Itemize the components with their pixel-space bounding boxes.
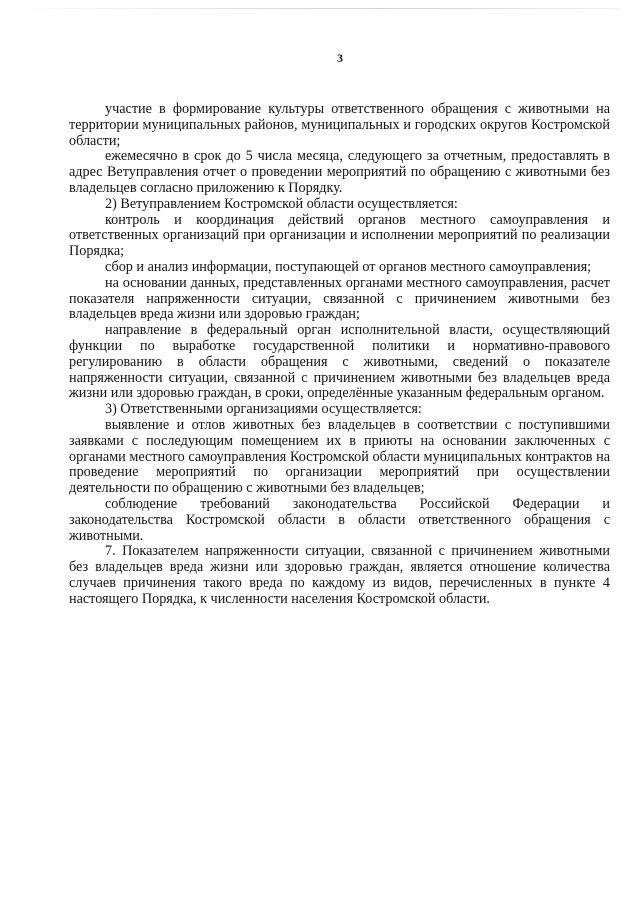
document-body — [69, 102, 610, 608]
paragraph-6: на основании данных, представленных органами местного самоуправления, расчет показателя напряженности ситуации, связанной с причинением животными без владельцев вреда жизни или здоровью граждан; — [69, 274, 610, 323]
paragraph-1: участие в формирование культуры ответственного обращения с животными на территории муниципальных районов, муниципальных и городских округов Костромской области; — [69, 101, 610, 149]
paragraph-10: соблюдение требований законодательства Российской Федерации и законодательства Костромской области в области ответственного обращения с животными. — [69, 495, 610, 544]
paragraph-8: 3) Ответственными организациями осуществляется: — [105, 401, 422, 418]
paragraph-4: контроль и координация действий органов местного самоуправления и ответственных организаций при организации и исполнении мероприятий по реализации Порядка; — [69, 211, 610, 260]
paragraph-7: направление в федеральный орган исполнительной власти, осуществляющий функции по выработке государственной политики и нормативно-правового регулированию в области обращения с животными, сведений о показателе напряженности ситуации, связанной с причинением животными без владельцев вреда жизни или здоровью граждан, в сроки, определённые указанным федеральным органом. — [69, 322, 610, 402]
paragraph-3: 2) Ветуправлением Костромской области осуществляется: — [105, 195, 458, 212]
paragraph-2: ежемесячно в срок до 5 числа месяца, следующего за отчетным, предоставлять в адрес Ветуправления отчет о проведении мероприятий по обращению с животными без владельцев согласно приложению к Порядку. — [69, 148, 610, 196]
page-number: 3 — [337, 51, 343, 65]
scan-edge-line — [20, 8, 620, 9]
paragraph-5: сбор и анализ информации, поступающей от органов местного самоуправления; — [105, 258, 592, 275]
paragraph-9: выявление и отлов животных без владельцев в соответствии с поступившими заявками с последующим помещением их в приюты на основании заключенных с органами местного самоуправления Костромской области муниципальных контрактов на проведение мероприятий по организации мероприятий при осуществлении деятельности по обращению с животными без владельцев; — [69, 416, 610, 497]
paragraph-11: 7. Показателем напряженности ситуации, связанной с причинением животными без владельцев вреда жизни или здоровью граждан, является отношение количества случаев причинения такого вреда по каждому из видов, перечисленных в пункте 4 настоящего Порядка, к численности населения Костромской области. — [69, 543, 610, 607]
